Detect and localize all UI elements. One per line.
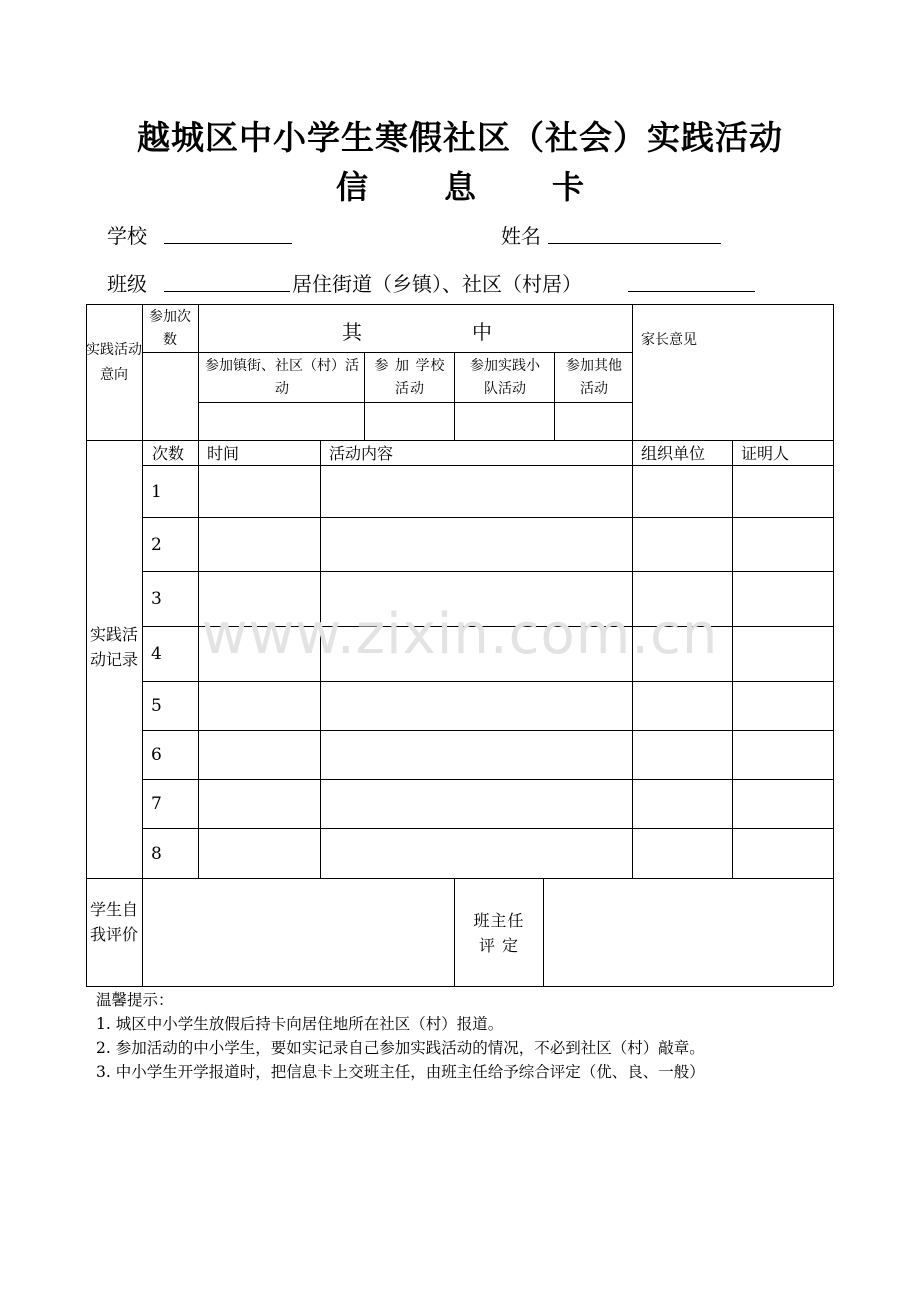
page-subtitle bbox=[0, 162, 920, 208]
row-number: 4 bbox=[151, 644, 162, 664]
tip-item: 1. 城区中小学生放假后持卡向居住地所在社区（村）报道。 bbox=[96, 1015, 504, 1033]
col-header-content: 活动内容 bbox=[329, 444, 394, 463]
page-title: 越城区中小学生寒假社区（社会）实践活动 bbox=[137, 118, 783, 157]
tip-item: 2. 参加活动的中小学生，要如实记录自己参加实践活动的情况，不必到社区（村）敲章。 bbox=[96, 1039, 705, 1057]
class-field[interactable] bbox=[164, 291, 290, 292]
row-number: 6 bbox=[151, 745, 162, 765]
col-header-time: 时间 bbox=[207, 444, 240, 463]
teacher-evaluation-label: 班主任 评 定 bbox=[473, 911, 525, 955]
among-header-1: 其 bbox=[342, 320, 362, 344]
self-evaluation-label: 学生自我评价 bbox=[89, 900, 138, 944]
sub-header-other: 参加其他活动 bbox=[566, 358, 622, 397]
name-field[interactable] bbox=[548, 243, 721, 244]
tips-heading: 温馨提示： bbox=[96, 991, 174, 1009]
intent-section-label: 实践活动意向 bbox=[86, 342, 142, 383]
count-header: 参加次数 bbox=[149, 309, 191, 348]
row-number: 5 bbox=[151, 696, 162, 716]
tip-item: 3. 中小学生开学报道时，把信息卡上交班主任，由班主任给予综合评定（优、良、一般） bbox=[96, 1063, 705, 1081]
school-label: 学校 bbox=[107, 224, 147, 248]
col-header-organizer: 组织单位 bbox=[641, 444, 706, 463]
subtitle-char-1: 信 bbox=[335, 168, 368, 206]
name-label: 姓名 bbox=[501, 224, 541, 248]
among-header-2: 中 bbox=[472, 320, 492, 344]
col-header-count: 次数 bbox=[152, 444, 185, 463]
row-number: 8 bbox=[151, 844, 162, 864]
row-number: 1 bbox=[151, 482, 162, 502]
row-number: 7 bbox=[151, 794, 162, 814]
school-field[interactable] bbox=[164, 243, 292, 244]
class-label: 班级 bbox=[107, 272, 147, 296]
subtitle-char-3: 卡 bbox=[552, 168, 585, 206]
col-header-witness: 证明人 bbox=[741, 444, 790, 463]
tips-section bbox=[96, 988, 705, 1084]
sub-header-team: 参加实践小队活动 bbox=[470, 358, 540, 397]
residence-label: 居住街道（乡镇）、社区（村居） bbox=[292, 272, 582, 296]
watermark: www.zixin.com.cn bbox=[201, 602, 719, 667]
parent-opinion-label: 家长意见 bbox=[641, 332, 697, 348]
subtitle-char-2: 息 bbox=[443, 168, 476, 206]
record-section-label: 实践活动记录 bbox=[89, 625, 138, 669]
row-number: 3 bbox=[151, 589, 162, 609]
sub-header-school: 参 加 学校活动 bbox=[374, 358, 446, 397]
sub-header-community: 参加镇街、社区（村）活动 bbox=[205, 358, 359, 397]
row-number: 2 bbox=[151, 535, 162, 555]
residence-field[interactable] bbox=[628, 291, 755, 292]
